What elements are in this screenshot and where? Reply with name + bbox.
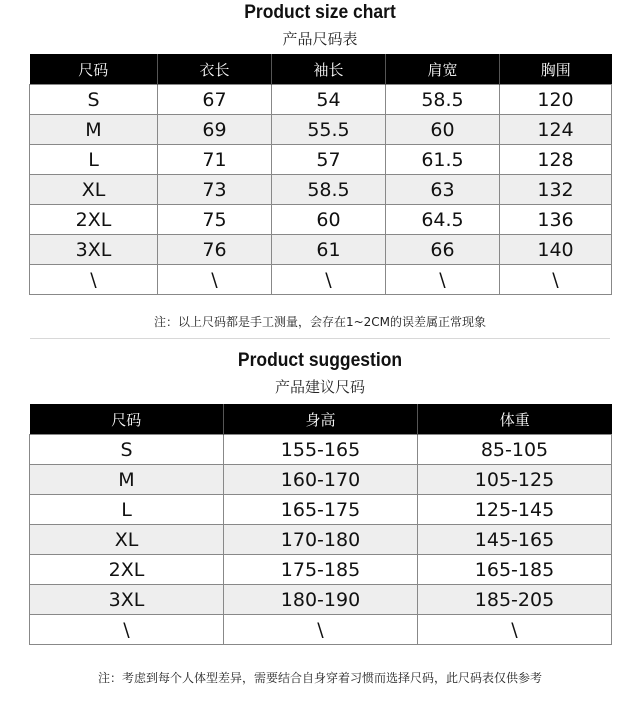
table-cell: 61 <box>272 235 386 265</box>
table-row <box>30 435 612 465</box>
column-header: 衣长 <box>158 54 272 85</box>
column-header: 尺码 <box>30 54 158 85</box>
table-cell: 60 <box>386 115 500 145</box>
column-header: 身高 <box>224 404 418 435</box>
table-row <box>30 585 612 615</box>
column-header: 肩宽 <box>386 54 500 85</box>
table-row <box>30 525 612 555</box>
table-cell: M <box>30 465 224 495</box>
table-cell: 67 <box>158 85 272 115</box>
table-cell: M <box>30 115 158 145</box>
table-cell: 124 <box>500 115 612 145</box>
table-cell: 2XL <box>30 555 224 585</box>
table-cell: \ <box>386 265 500 295</box>
suggestion-subtitle: 产品建议尺码 <box>274 378 365 396</box>
table-cell: \ <box>30 615 224 645</box>
table-cell: 76 <box>158 235 272 265</box>
size-chart-title: Product size chart <box>244 2 396 23</box>
table-cell: 140 <box>500 235 612 265</box>
table-cell: 2XL <box>30 205 158 235</box>
table-cell: 3XL <box>30 235 158 265</box>
table-cell: 145-165 <box>418 525 612 555</box>
column-header: 体重 <box>418 404 612 435</box>
table-cell: \ <box>418 615 612 645</box>
table-cell: \ <box>500 265 612 295</box>
table-cell: 165-185 <box>418 555 612 585</box>
table-cell: 136 <box>500 205 612 235</box>
table-cell: 155-165 <box>224 435 418 465</box>
size-chart-note: 注：以上尺码都是手工测量，会存在1~2CM的误差属正常现象 <box>153 315 487 329</box>
table-cell: 69 <box>158 115 272 145</box>
table-cell: 63 <box>386 175 500 205</box>
size-chart-table <box>29 54 612 295</box>
table-cell: 85-105 <box>418 435 612 465</box>
table-cell: 185-205 <box>418 585 612 615</box>
table-cell: \ <box>30 265 158 295</box>
table-cell: 75 <box>158 205 272 235</box>
table-row <box>30 85 612 115</box>
table-cell: L <box>30 495 224 525</box>
table-cell: 175-185 <box>224 555 418 585</box>
table-cell: 71 <box>158 145 272 175</box>
table-cell: S <box>30 85 158 115</box>
table-cell: 60 <box>272 205 386 235</box>
table-cell: 61.5 <box>386 145 500 175</box>
table-row <box>30 615 612 645</box>
table-cell: XL <box>30 525 224 555</box>
size-chart-header-row <box>30 54 612 85</box>
table-cell: 160-170 <box>224 465 418 495</box>
table-cell: \ <box>224 615 418 645</box>
table-cell: 57 <box>272 145 386 175</box>
table-cell: 170-180 <box>224 525 418 555</box>
table-cell: 180-190 <box>224 585 418 615</box>
table-cell: XL <box>30 175 158 205</box>
table-cell: 128 <box>500 145 612 175</box>
size-chart-subtitle: 产品尺码表 <box>282 30 358 48</box>
column-header: 胸围 <box>500 54 612 85</box>
table-row <box>30 465 612 495</box>
table-row <box>30 145 612 175</box>
table-cell: 66 <box>386 235 500 265</box>
table-cell: 55.5 <box>272 115 386 145</box>
table-cell: \ <box>158 265 272 295</box>
table-row <box>30 265 612 295</box>
column-header: 袖长 <box>272 54 386 85</box>
suggestion-table <box>29 404 612 645</box>
table-cell: 132 <box>500 175 612 205</box>
table-cell: L <box>30 145 158 175</box>
table-cell: 73 <box>158 175 272 205</box>
table-cell: 125-145 <box>418 495 612 525</box>
column-header: 尺码 <box>30 404 224 435</box>
table-cell: 165-175 <box>224 495 418 525</box>
table-cell: \ <box>272 265 386 295</box>
table-row <box>30 175 612 205</box>
table-cell: 105-125 <box>418 465 612 495</box>
table-cell: 120 <box>500 85 612 115</box>
table-cell: 58.5 <box>386 85 500 115</box>
suggestion-header-row <box>30 404 612 435</box>
suggestion-title: Product suggestion <box>237 350 403 371</box>
table-cell: 58.5 <box>272 175 386 205</box>
table-row <box>30 115 612 145</box>
table-cell: 54 <box>272 85 386 115</box>
table-row <box>30 555 612 585</box>
table-row <box>30 495 612 525</box>
divider <box>30 338 610 339</box>
suggestion-note: 注：考虑到每个人体型差异，需要结合自身穿着习惯而选择尺码，此尺码表仅供参考 <box>97 671 542 685</box>
table-cell: S <box>30 435 224 465</box>
table-row <box>30 235 612 265</box>
table-row <box>30 205 612 235</box>
table-cell: 3XL <box>30 585 224 615</box>
table-cell: 64.5 <box>386 205 500 235</box>
